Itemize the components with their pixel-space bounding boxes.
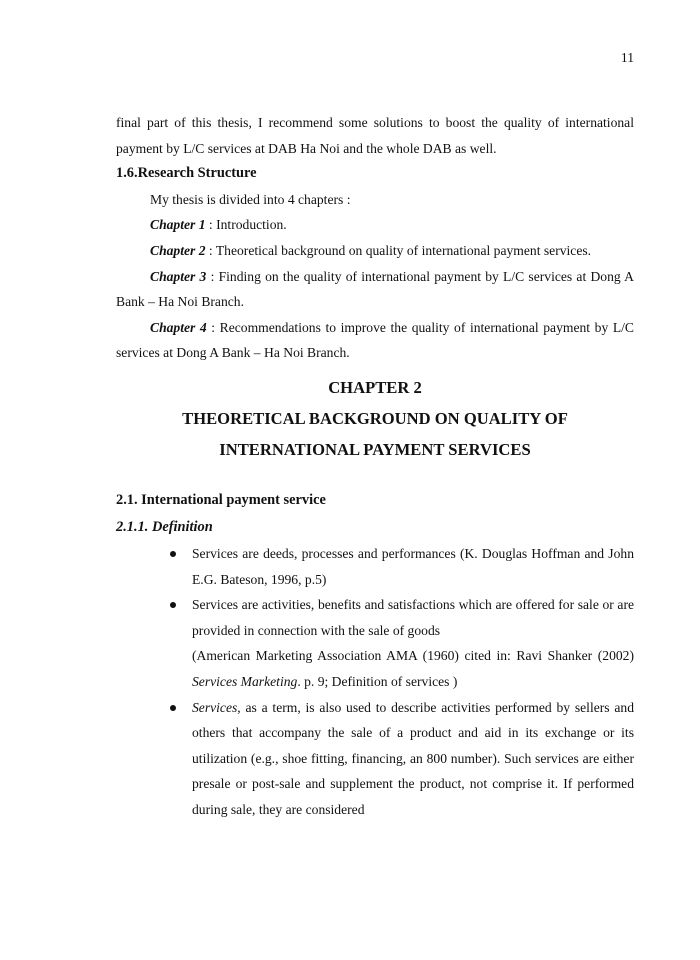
page-number: 11 (620, 50, 634, 65)
chapter-4-label: Chapter 4 (150, 319, 207, 335)
intro-paragraph (116, 110, 634, 161)
definition-1-text: Services are deeds, processes and performances (K. Douglas Hoffman and John E.G. Bateson, 1996, p.5) (192, 545, 634, 587)
chapter-3-text: : Finding on the quality of international payment by L/C services at Dong A Bank – Ha Noi Branch. (116, 268, 634, 310)
definition-2-text-a: Services are activities, benefits and satisfactions which are offered for sale or are provided in connection with the sale of goods (192, 597, 634, 638)
intro-line-1: final part of this thesis, I recommend some solutions to boost the quality of (116, 115, 560, 130)
chapter-1-text: : Introduction. (205, 217, 287, 233)
intro-line-2: international payment by L/C services at DAB Ha Noi and the whole DAB as well. (116, 115, 634, 156)
chapter-2-label: Chapter 2 (150, 242, 206, 258)
definition-3-text: , as a term, is also used to describe activities performed by sellers and others that accompany the sale of a product and aid in its exchange or its utilization (e.g., shoe fitting, financing, an 800 number). Such services are either presale or post-sale and supplement the product, not comprise it. If performed during sale, they are considered (192, 699, 634, 817)
chapter-4-entry (116, 315, 634, 366)
definition-item-1 (116, 541, 634, 592)
research-structure-heading: 1.6.Research Structure (116, 165, 257, 182)
chapter-title (116, 372, 634, 465)
chapter-2-entry (116, 238, 634, 264)
definition-list (116, 541, 634, 823)
definition-item-3 (116, 695, 634, 823)
section-2-1-heading: 2.1. International payment service (116, 491, 326, 508)
definition-2-citation-title: Services Marketing (192, 673, 298, 689)
definition-3-term: Services (192, 699, 238, 715)
chapter-3-entry (116, 264, 634, 315)
chapter-1-label: Chapter 1 (150, 217, 206, 233)
section-2-1-1-heading: 2.1.1. Definition (116, 518, 213, 535)
chapter-title-line-1: THEORETICAL BACKGROUND ON QUALITY OF (182, 408, 568, 428)
chapter-2-text: : Theoretical background on quality of international payment services. (205, 242, 592, 258)
definition-2-text-b: (American Marketing Association AMA (1960) cited in: Ravi Shanker (2002) (192, 648, 634, 664)
bullet-icon (170, 705, 176, 711)
chapter-3-label: Chapter 3 (150, 268, 207, 284)
page-content (116, 110, 634, 822)
chapter-1-entry (116, 212, 634, 238)
definition-2-text-c: . p. 9; Definition of services ) (297, 673, 458, 689)
chapter-4-text: : Recommendations to improve the quality of international payment by L/C services at Dong A Bank – Ha Noi Branch. (116, 319, 634, 361)
research-structure-lead: My thesis is divided into 4 chapters : (150, 191, 351, 207)
chapter-title-line-2: INTERNATIONAL PAYMENT SERVICES (219, 439, 531, 459)
definition-item-2 (116, 592, 634, 694)
bullet-icon (170, 551, 176, 557)
bullet-icon (170, 602, 176, 608)
chapter-number: CHAPTER 2 (328, 377, 422, 397)
